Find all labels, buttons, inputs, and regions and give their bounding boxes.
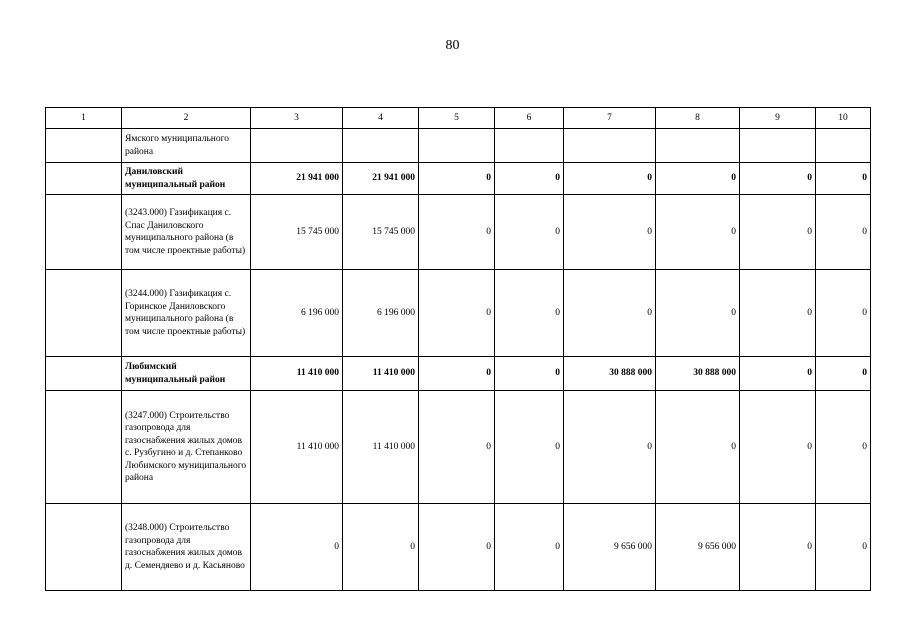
column-number: 6 bbox=[495, 108, 564, 129]
row-number-cell bbox=[46, 391, 122, 504]
value-cell-col-9 bbox=[740, 129, 816, 163]
row-number-cell bbox=[46, 195, 122, 270]
value-cell-col-5: 0 bbox=[419, 195, 495, 270]
value-cell-col-4: 15 745 000 bbox=[343, 195, 419, 270]
value-cell-col-3: 15 745 000 bbox=[251, 195, 343, 270]
column-number: 2 bbox=[122, 108, 251, 129]
value-cell-col-5 bbox=[419, 129, 495, 163]
district-total-row bbox=[46, 163, 871, 195]
value-cell-col-8: 0 bbox=[656, 195, 740, 270]
column-number: 1 bbox=[46, 108, 122, 129]
value-cell-col-7 bbox=[564, 129, 656, 163]
value-cell-col-6: 0 bbox=[495, 163, 564, 195]
row-name-cell: Даниловский муниципальный район bbox=[122, 163, 251, 195]
row-number-cell bbox=[46, 504, 122, 591]
value-cell-col-9: 0 bbox=[740, 270, 816, 357]
column-number: 7 bbox=[564, 108, 656, 129]
row-name-cell: (3248.000) Строительство газопровода для газоснабжения жилых домов д. Семендяево и д. Касьяново bbox=[122, 504, 251, 591]
value-cell-col-9: 0 bbox=[740, 195, 816, 270]
value-cell-col-9: 0 bbox=[740, 163, 816, 195]
value-cell-col-7: 9 656 000 bbox=[564, 504, 656, 591]
value-cell-col-6: 0 bbox=[495, 391, 564, 504]
value-cell-col-7: 0 bbox=[564, 195, 656, 270]
value-cell-col-8: 9 656 000 bbox=[656, 504, 740, 591]
row-name-cell: Любимский муниципальный район bbox=[122, 357, 251, 391]
table-row bbox=[46, 270, 871, 357]
table-row bbox=[46, 504, 871, 591]
value-cell-col-7: 0 bbox=[564, 391, 656, 504]
value-cell-col-6: 0 bbox=[495, 195, 564, 270]
value-cell-col-10 bbox=[816, 129, 871, 163]
value-cell-col-5: 0 bbox=[419, 270, 495, 357]
column-number: 9 bbox=[740, 108, 816, 129]
value-cell-col-3: 21 941 000 bbox=[251, 163, 343, 195]
table-row bbox=[46, 195, 871, 270]
value-cell-col-8: 30 888 000 bbox=[656, 357, 740, 391]
budget-table bbox=[45, 107, 871, 591]
value-cell-col-8: 0 bbox=[656, 163, 740, 195]
value-cell-col-10: 0 bbox=[816, 504, 871, 591]
row-number-cell bbox=[46, 129, 122, 163]
value-cell-col-8: 0 bbox=[656, 391, 740, 504]
value-cell-col-5: 0 bbox=[419, 357, 495, 391]
value-cell-col-4: 11 410 000 bbox=[343, 357, 419, 391]
value-cell-col-6: 0 bbox=[495, 270, 564, 357]
value-cell-col-4: 0 bbox=[343, 504, 419, 591]
value-cell-col-7: 30 888 000 bbox=[564, 357, 656, 391]
value-cell-col-5: 0 bbox=[419, 504, 495, 591]
column-number: 3 bbox=[251, 108, 343, 129]
value-cell-col-7: 0 bbox=[564, 163, 656, 195]
value-cell-col-6: 0 bbox=[495, 357, 564, 391]
value-cell-col-9: 0 bbox=[740, 504, 816, 591]
value-cell-col-6: 0 bbox=[495, 504, 564, 591]
value-cell-col-3: 0 bbox=[251, 504, 343, 591]
value-cell-col-9: 0 bbox=[740, 391, 816, 504]
table-row bbox=[46, 129, 871, 163]
value-cell-col-3: 6 196 000 bbox=[251, 270, 343, 357]
table-body bbox=[46, 108, 871, 591]
value-cell-col-4: 21 941 000 bbox=[343, 163, 419, 195]
value-cell-col-6 bbox=[495, 129, 564, 163]
value-cell-col-3: 11 410 000 bbox=[251, 391, 343, 504]
row-number-cell bbox=[46, 270, 122, 357]
value-cell-col-4: 6 196 000 bbox=[343, 270, 419, 357]
row-number-cell bbox=[46, 163, 122, 195]
page-number: 80 bbox=[445, 38, 460, 53]
row-number-cell bbox=[46, 357, 122, 391]
value-cell-col-8 bbox=[656, 129, 740, 163]
district-total-row bbox=[46, 357, 871, 391]
value-cell-col-9: 0 bbox=[740, 357, 816, 391]
table-row bbox=[46, 391, 871, 504]
value-cell-col-3: 11 410 000 bbox=[251, 357, 343, 391]
row-name-cell: Ямского муниципального района bbox=[122, 129, 251, 163]
column-number: 10 bbox=[816, 108, 871, 129]
row-name-cell: (3243.000) Газификация с. Спас Даниловского муниципального района (в том числе проектные работы) bbox=[122, 195, 251, 270]
row-name-cell: (3247.000) Строительство газопровода для газоснабжения жилых домов с. Рузбугино и д. Степанково Любимского муниципального района bbox=[122, 391, 251, 504]
value-cell-col-10: 0 bbox=[816, 195, 871, 270]
row-name-cell: (3244.000) Газификация с. Горинское Даниловского муниципального района (в том числе проектные работы) bbox=[122, 270, 251, 357]
column-number-row bbox=[46, 108, 871, 129]
value-cell-col-4: 11 410 000 bbox=[343, 391, 419, 504]
column-number: 5 bbox=[419, 108, 495, 129]
value-cell-col-4 bbox=[343, 129, 419, 163]
column-number: 4 bbox=[343, 108, 419, 129]
value-cell-col-5: 0 bbox=[419, 163, 495, 195]
value-cell-col-8: 0 bbox=[656, 270, 740, 357]
value-cell-col-5: 0 bbox=[419, 391, 495, 504]
value-cell-col-10: 0 bbox=[816, 391, 871, 504]
value-cell-col-10: 0 bbox=[816, 270, 871, 357]
value-cell-col-7: 0 bbox=[564, 270, 656, 357]
value-cell-col-3 bbox=[251, 129, 343, 163]
value-cell-col-10: 0 bbox=[816, 163, 871, 195]
value-cell-col-10: 0 bbox=[816, 357, 871, 391]
column-number: 8 bbox=[656, 108, 740, 129]
